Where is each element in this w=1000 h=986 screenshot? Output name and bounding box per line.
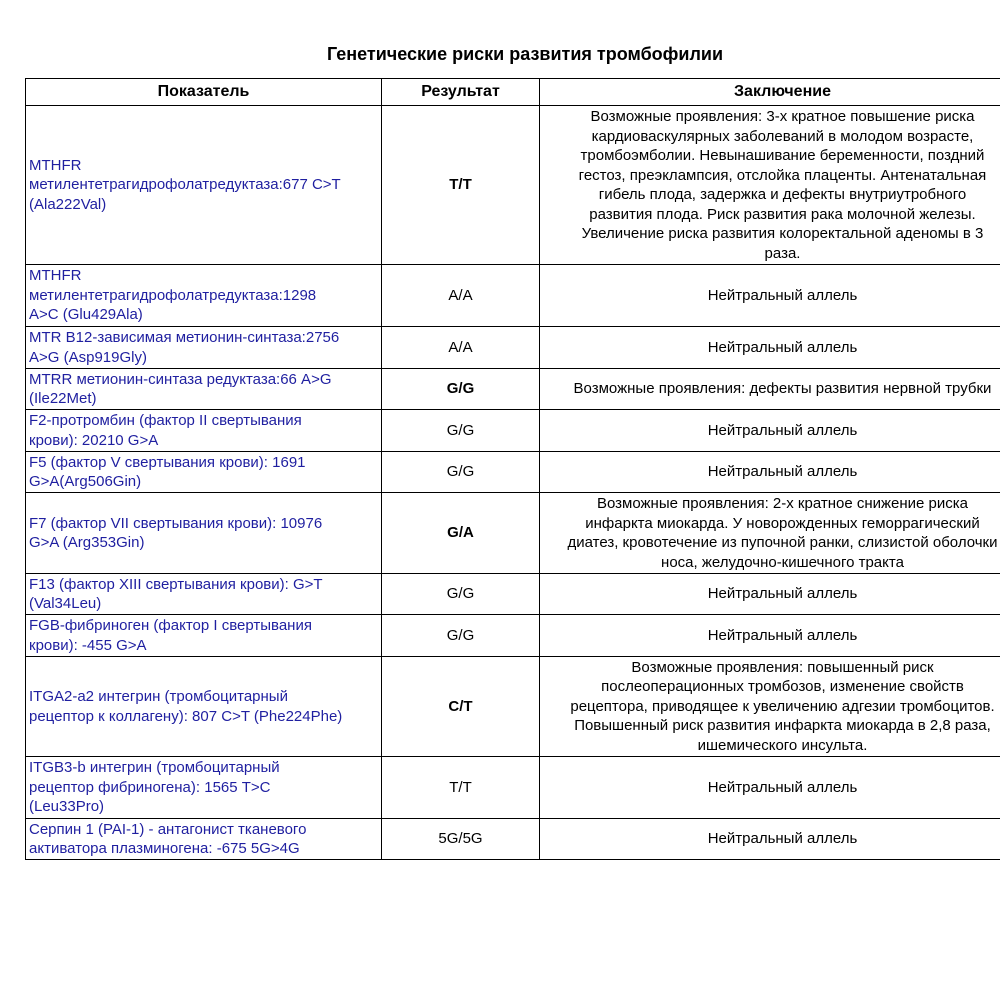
indicator-cell: [26, 615, 382, 657]
conclusion-line: Возможные проявления: 2-х кратное снижение риска: [596, 495, 968, 512]
indicator-line: MTHFR: [29, 267, 82, 285]
conclusion-line: инфаркта миокарда. У новорожденных геморрагический: [585, 514, 980, 532]
header-indicator: Показатель: [26, 79, 382, 106]
indicator-line: ITGA2-a2 интегрин (тромбоцитарный: [29, 688, 288, 705]
result-cell: G/G: [382, 452, 540, 493]
indicator-line: A>G (Asp919Gly): [29, 348, 147, 366]
conclusion-line: тромбоэмболии. Невынашивание беременности, поздний: [580, 147, 985, 164]
result-cell: G/G: [382, 574, 540, 615]
table-header-row: [26, 79, 1000, 106]
conclusion-line: Нейтральный аллель: [707, 463, 858, 481]
conclusion-cell: [540, 657, 1000, 757]
result-cell: G/G: [382, 369, 540, 410]
indicator-line: F2-протромбин (фактор II свертывания: [29, 412, 302, 429]
indicator-line: Серпин 1 (PAI-1) - антагонист тканевого: [29, 820, 307, 838]
conclusion-cell: [540, 819, 1000, 860]
indicator-cell: [26, 657, 382, 757]
result-cell: 5G/5G: [382, 819, 540, 860]
conclusion-cell: [540, 410, 1000, 452]
indicator-line: G>A(Arg506Gin): [29, 473, 142, 490]
conclusion-line: Нейтральный аллель: [707, 626, 858, 644]
result-cell: T/T: [382, 757, 540, 819]
table-row: [26, 265, 1000, 327]
indicator-line: F5 (фактор V свертывания крови): 1691: [29, 453, 306, 471]
indicator-cell: [26, 574, 382, 615]
conclusion-line: Возможные проявления: дефекты развития нервной трубки: [573, 380, 992, 398]
table-row: [26, 452, 1000, 493]
conclusion-cell: [540, 574, 1000, 615]
conclusion-line: Нейтральный аллель: [707, 421, 858, 439]
indicator-line: рецептор фибриногена): 1565 T>C: [29, 778, 271, 796]
table-row: [26, 657, 1000, 757]
result-cell: T/T: [382, 106, 540, 265]
indicator-cell: [26, 410, 382, 452]
result-cell: G/A: [382, 493, 540, 574]
conclusion-line: гестоз, преэклампсия, отслойка плаценты. Антенатальная: [578, 166, 987, 184]
indicator-line: G>A (Arg353Gin): [29, 534, 145, 551]
indicator-line: рецептор к коллагену): 807 C>T (Phe224Phe): [29, 707, 343, 725]
indicator-line: A>C (Glu429Ala): [29, 306, 143, 324]
indicator-line: крови): 20210 G>A: [29, 431, 159, 449]
conclusion-line: Увеличение риска развития колоректальной аденомы в 3: [581, 225, 984, 242]
conclusion-cell: [540, 369, 1000, 410]
indicator-cell: [26, 369, 382, 410]
indicator-line: FGB-фибриноген (фактор I свертывания: [29, 617, 312, 634]
indicator-line: (Ile22Met): [29, 390, 97, 407]
table-row: [26, 574, 1000, 615]
conclusion-line: гибель плода, задержка и дефекты внутриутробного: [598, 186, 967, 203]
indicator-cell: [26, 493, 382, 574]
conclusion-line: Возможные проявления: 3-х кратное повышение риска: [590, 108, 975, 125]
conclusion-line: раза.: [764, 244, 801, 262]
indicator-cell: [26, 757, 382, 819]
indicator-line: MTHFR: [29, 156, 82, 174]
result-cell: G/G: [382, 410, 540, 452]
conclusion-line: диатез, кровотечение из пупочной ранки, слизистой оболочки: [567, 534, 998, 551]
indicator-line: MTR B12-зависимая метионин-синтаза:2756: [29, 329, 340, 346]
table-row: [26, 410, 1000, 452]
result-cell: G/G: [382, 615, 540, 657]
conclusion-line: рецептора, приводящее к увеличению адгезии тромбоцитов.: [570, 697, 995, 715]
conclusion-line: Нейтральный аллель: [707, 830, 858, 848]
indicator-line: активатора плазминогена: -675 5G>4G: [29, 840, 300, 857]
table-row: [26, 493, 1000, 574]
indicator-cell: [26, 452, 382, 493]
result-cell: A/A: [382, 327, 540, 369]
conclusion-line: кардиоваскулярных заболеваний в молодом возрасте,: [591, 127, 974, 145]
indicator-line: MTRR метионин-синтаза редуктаза:66 A>G: [29, 370, 332, 388]
indicator-line: (Val34Leu): [29, 595, 102, 612]
page-title: Генетические риски развития тромбофилии: [326, 44, 724, 64]
indicator-line: F13 (фактор XIII свертывания крови): G>T: [29, 575, 323, 593]
indicator-line: (Ala222Val): [29, 195, 107, 213]
indicator-line: (Leu33Pro): [29, 798, 105, 816]
indicator-cell: [26, 265, 382, 327]
conclusion-cell: [540, 493, 1000, 574]
conclusion-line: ишемического инсульта.: [697, 736, 868, 754]
table-row: [26, 327, 1000, 369]
result-cell: A/A: [382, 265, 540, 327]
conclusion-line: развития плода. Риск развития рака молочной железы.: [589, 205, 976, 223]
table-body: [26, 106, 1000, 860]
header-result: Результат: [382, 79, 540, 106]
indicator-line: крови): -455 G>A: [29, 636, 147, 654]
conclusion-line: Нейтральный аллель: [707, 286, 858, 304]
indicator-cell: [26, 106, 382, 265]
indicator-line: F7 (фактор VII свертывания крови): 10976: [29, 514, 323, 532]
header-conclusion: Заключение: [540, 79, 1000, 106]
table-row: [26, 757, 1000, 819]
table-row: [26, 106, 1000, 265]
conclusion-cell: [540, 106, 1000, 265]
results-table-container: [25, 78, 1000, 860]
conclusion-cell: [540, 265, 1000, 327]
conclusion-line: Повышенный риск развития инфаркта миокарда в 2,8 раза,: [574, 717, 991, 735]
indicator-line: ITGB3-b интегрин (тромбоцитарный: [29, 759, 280, 777]
table-row: [26, 369, 1000, 410]
conclusion-cell: [540, 615, 1000, 657]
conclusion-line: Нейтральный аллель: [707, 585, 858, 603]
conclusion-line: послеоперационных тромбозов, изменение свойств: [601, 678, 964, 696]
conclusion-line: Возможные проявления: повышенный риск: [631, 658, 934, 676]
conclusion-line: Нейтральный аллель: [707, 778, 858, 796]
results-table: [25, 78, 1000, 860]
conclusion-cell: [540, 757, 1000, 819]
conclusion-line: Нейтральный аллель: [707, 338, 858, 356]
indicator-line: метилентетрагидрофолатредуктаза:677 C>T: [29, 176, 341, 194]
indicator-cell: [26, 819, 382, 860]
table-row: [26, 615, 1000, 657]
conclusion-cell: [540, 327, 1000, 369]
indicator-cell: [26, 327, 382, 369]
indicator-line: метилентетрагидрофолатредуктаза:1298: [29, 286, 317, 304]
table-row: [26, 819, 1000, 860]
conclusion-line: носа, желудочно-кишечного тракта: [661, 553, 904, 571]
result-cell: C/T: [382, 657, 540, 757]
conclusion-cell: [540, 452, 1000, 493]
